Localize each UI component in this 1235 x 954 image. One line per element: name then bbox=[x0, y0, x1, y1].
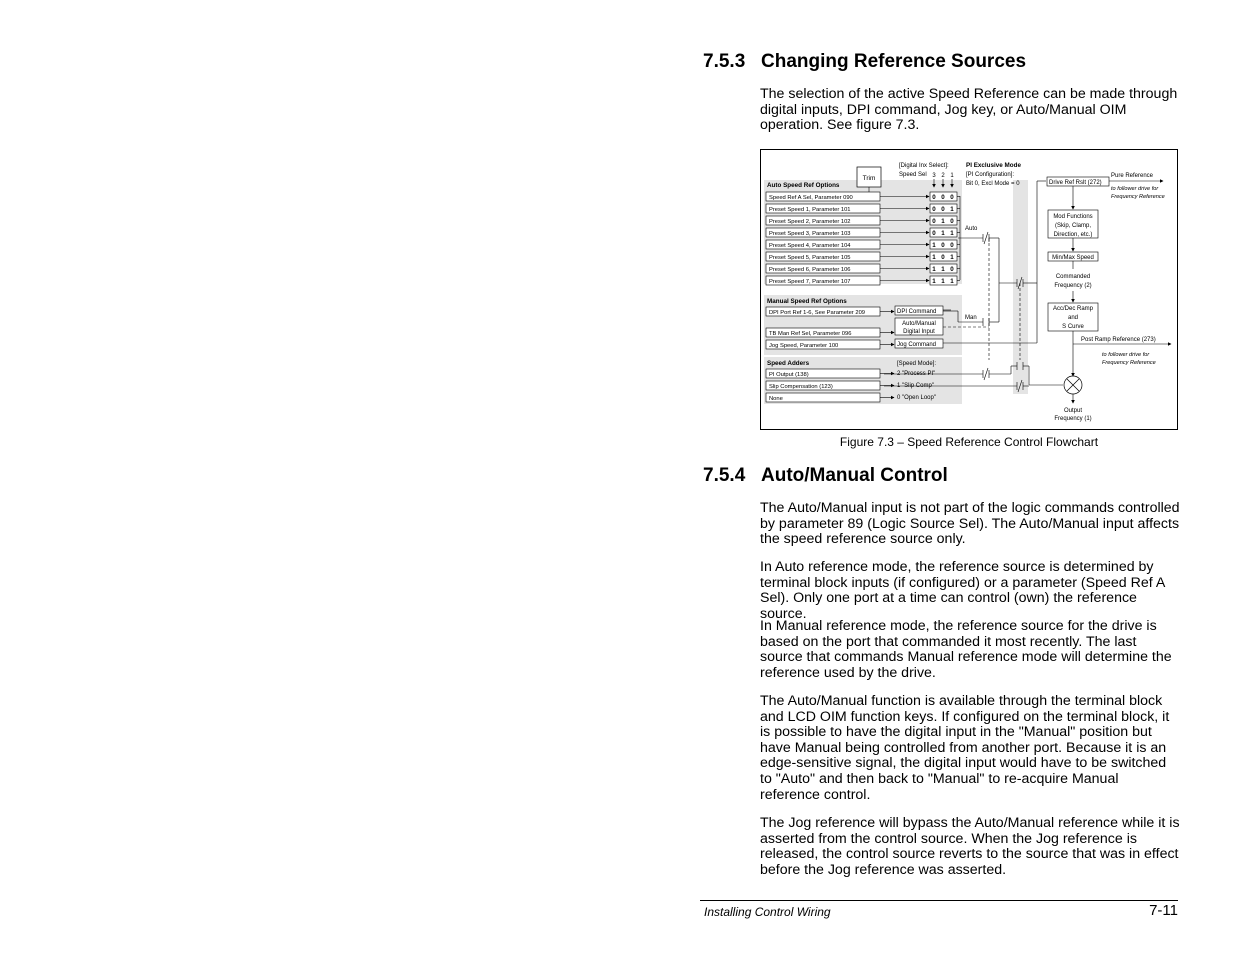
pure-reference-label: Pure Reference bbox=[1111, 173, 1154, 179]
truth-table-bit: 1 bbox=[941, 230, 945, 237]
auto-manual-label-2: Digital Input bbox=[903, 329, 935, 335]
footer-title: Installing Control Wiring bbox=[704, 905, 831, 919]
commanded-1: Commanded bbox=[1055, 274, 1091, 280]
truth-table-bit: 0 bbox=[941, 194, 945, 201]
auto-option-label: Preset Speed 4, Parameter 104 bbox=[769, 243, 851, 249]
auto-switch-label: Auto bbox=[965, 226, 978, 232]
adders-heading: Speed Adders bbox=[767, 360, 810, 367]
pi-excl-zone-bg bbox=[1013, 180, 1028, 394]
follower-1a: to follower drive for bbox=[1111, 186, 1159, 192]
pi-excl-title: PI Exclusive Mode bbox=[966, 162, 1021, 169]
follower-2b: Frequency Reference bbox=[1102, 360, 1156, 366]
man-switch-label: Man bbox=[965, 315, 977, 321]
speed-mode-1: 1 "Slip Comp" bbox=[897, 383, 934, 389]
min-max-label: Min/Max Speed bbox=[1052, 255, 1094, 261]
truth-table-bit: 0 bbox=[941, 254, 945, 261]
truth-table-bit: 0 bbox=[932, 206, 936, 213]
figure-caption: Figure 7.3 – Speed Reference Control Flowchart bbox=[839, 435, 1099, 449]
page-number: 7-11 bbox=[1149, 902, 1178, 919]
truth-table-bit: 0 bbox=[932, 218, 936, 225]
auto-option-label: Preset Speed 7, Parameter 107 bbox=[769, 279, 851, 285]
auto-heading: Auto Speed Ref Options bbox=[767, 182, 840, 189]
truth-table-bit: 0 bbox=[950, 194, 954, 201]
truth-table-bit: 1 bbox=[950, 206, 954, 213]
adder-label: None bbox=[769, 396, 783, 402]
flowchart-svg bbox=[761, 150, 1177, 429]
adder-label: Slip Compensation (123) bbox=[769, 384, 833, 390]
section-heading-753 bbox=[703, 51, 1026, 73]
dig-inx-label-2: Speed Sel bbox=[899, 172, 927, 178]
truth-table-bit: 0 bbox=[941, 242, 945, 249]
acc-dec-2: and bbox=[1067, 315, 1079, 321]
section-heading-754 bbox=[703, 465, 948, 487]
section-number: 7.5.4 bbox=[703, 465, 746, 486]
trim-label: Trim bbox=[862, 175, 876, 182]
truth-table-bit: 1 bbox=[932, 266, 936, 273]
mod-functions-3: Direction, etc.) bbox=[1053, 232, 1093, 238]
bit-label: 3 bbox=[932, 173, 936, 179]
speed-mode-0: 2 "Process PI" bbox=[897, 371, 936, 377]
truth-table-bit: 1 bbox=[950, 230, 954, 237]
paragraph-4: The Auto/Manual function is available through the terminal block and LCD OIM function keys. If configured on the terminal block, it is possible to have the digital input in the "Manual" position but have Manual being controlled from another port. Because it is an edge-sensitive signal, the digital input would have to be switched to "Auto" and then back to "Manual" to re-acquire Manual reference control. bbox=[760, 693, 1170, 803]
post-ramp-label: Post Ramp Reference (273) bbox=[1081, 337, 1156, 343]
paragraph-1: The Auto/Manual input is not part of the logic commands controlled by parameter 89 (Logic Source Sel). The Auto/Manual input affects the speed reference source only. bbox=[760, 500, 1180, 548]
dig-inx-label-1: [Digital Inx Select]: bbox=[899, 163, 949, 169]
adder-label: PI Output (138) bbox=[769, 372, 809, 378]
output-freq-2: Frequency (1) bbox=[1054, 416, 1092, 422]
truth-table-bit: 1 bbox=[932, 278, 936, 285]
auto-option-label: Preset Speed 5, Parameter 105 bbox=[769, 255, 851, 261]
section-753-paragraph: The selection of the active Speed Reference can be made through digital inputs, DPI command, Jog key, or Auto/Manual OIM operation. See figure 7.3. bbox=[760, 86, 1178, 134]
dpi-command-label: DPI Command bbox=[897, 309, 937, 315]
mod-functions-2: (Skip, Clamp, bbox=[1054, 223, 1092, 229]
truth-table-bit: 1 bbox=[941, 266, 945, 273]
truth-table-bit: 1 bbox=[932, 254, 936, 261]
bit-label: 2 bbox=[941, 173, 945, 179]
auto-option-label: Preset Speed 6, Parameter 106 bbox=[769, 267, 851, 273]
speed-reference-flowchart bbox=[760, 149, 1178, 430]
jog-command-label: Jog Command bbox=[897, 342, 937, 348]
bit-label: 1 bbox=[950, 173, 954, 179]
manual-heading: Manual Speed Ref Options bbox=[767, 298, 847, 305]
acc-dec-1: Acc/Dec Ramp bbox=[1052, 306, 1094, 312]
speed-mode-title: [Speed Mode]: bbox=[897, 361, 937, 367]
mod-functions-1: Mod Functions bbox=[1053, 214, 1093, 220]
follower-2a: to follower drive for bbox=[1102, 352, 1150, 358]
truth-table-bit: 0 bbox=[941, 206, 945, 213]
paragraph-3: In Manual reference mode, the reference source for the drive is based on the port that commanded it most recently. The last source that commands Manual reference mode will determine the reference used by the drive. bbox=[760, 618, 1172, 681]
manual-option-label: DPI Port Ref 1-6, See Parameter 209 bbox=[769, 310, 866, 316]
truth-table-bit: 1 bbox=[950, 278, 954, 285]
acc-dec-3: S Curve bbox=[1062, 324, 1084, 330]
auto-option-label: Speed Ref A Sel, Parameter 090 bbox=[769, 195, 853, 201]
manual-option-label: Jog Speed, Parameter 100 bbox=[769, 343, 839, 349]
paragraph-5: The Jog reference will bypass the Auto/Manual reference while it is asserted from the control source. When the Jog reference is released, the control source reverts to the source that was in effect before the Jog reference was asserted. bbox=[760, 815, 1180, 878]
adder-rows bbox=[766, 369, 894, 402]
pi-excl-line-2: Bit 0, Excl Mode = 0 bbox=[966, 181, 1020, 187]
truth-table-bit: 0 bbox=[950, 218, 954, 225]
drive-ref-rslt-label: Drive Ref Rslt (272) bbox=[1049, 180, 1102, 186]
section-number: 7.5.3 bbox=[703, 51, 746, 72]
truth-table-bit: 0 bbox=[932, 194, 936, 201]
paragraph-2: In Auto reference mode, the reference source is determined by terminal block inputs (if configured) or a parameter (Speed Ref A Sel). Only one port at a time can control (own) the reference source. bbox=[760, 559, 1165, 622]
auto-manual-label-1: Auto/Manual bbox=[902, 321, 936, 327]
truth-table-bit: 1 bbox=[950, 254, 954, 261]
output-freq-1: Output bbox=[1063, 408, 1083, 414]
truth-table-bit: 0 bbox=[950, 242, 954, 249]
truth-table-bit: 1 bbox=[932, 242, 936, 249]
commanded-2: Frequency (2) bbox=[1054, 283, 1092, 289]
truth-table-bit: 0 bbox=[932, 230, 936, 237]
pi-excl-line-1: [PI Configuration]: bbox=[966, 172, 1015, 178]
section-title: Changing Reference Sources bbox=[761, 51, 1027, 72]
auto-option-label: Preset Speed 3, Parameter 103 bbox=[769, 231, 851, 237]
truth-table-bit: 0 bbox=[950, 266, 954, 273]
auto-option-label: Preset Speed 2, Parameter 102 bbox=[769, 219, 851, 225]
auto-option-label: Preset Speed 1, Parameter 101 bbox=[769, 207, 851, 213]
section-title: Auto/Manual Control bbox=[761, 465, 948, 486]
truth-table-bit: 1 bbox=[941, 278, 945, 285]
truth-table-bit: 1 bbox=[941, 218, 945, 225]
follower-1b: Frequency Reference bbox=[1111, 194, 1165, 200]
speed-mode-2: 0 "Open Loop" bbox=[897, 395, 936, 401]
manual-option-label: TB Man Ref Sel, Parameter 096 bbox=[769, 331, 852, 337]
adder-box bbox=[766, 393, 880, 402]
footer-rule bbox=[700, 900, 1178, 901]
